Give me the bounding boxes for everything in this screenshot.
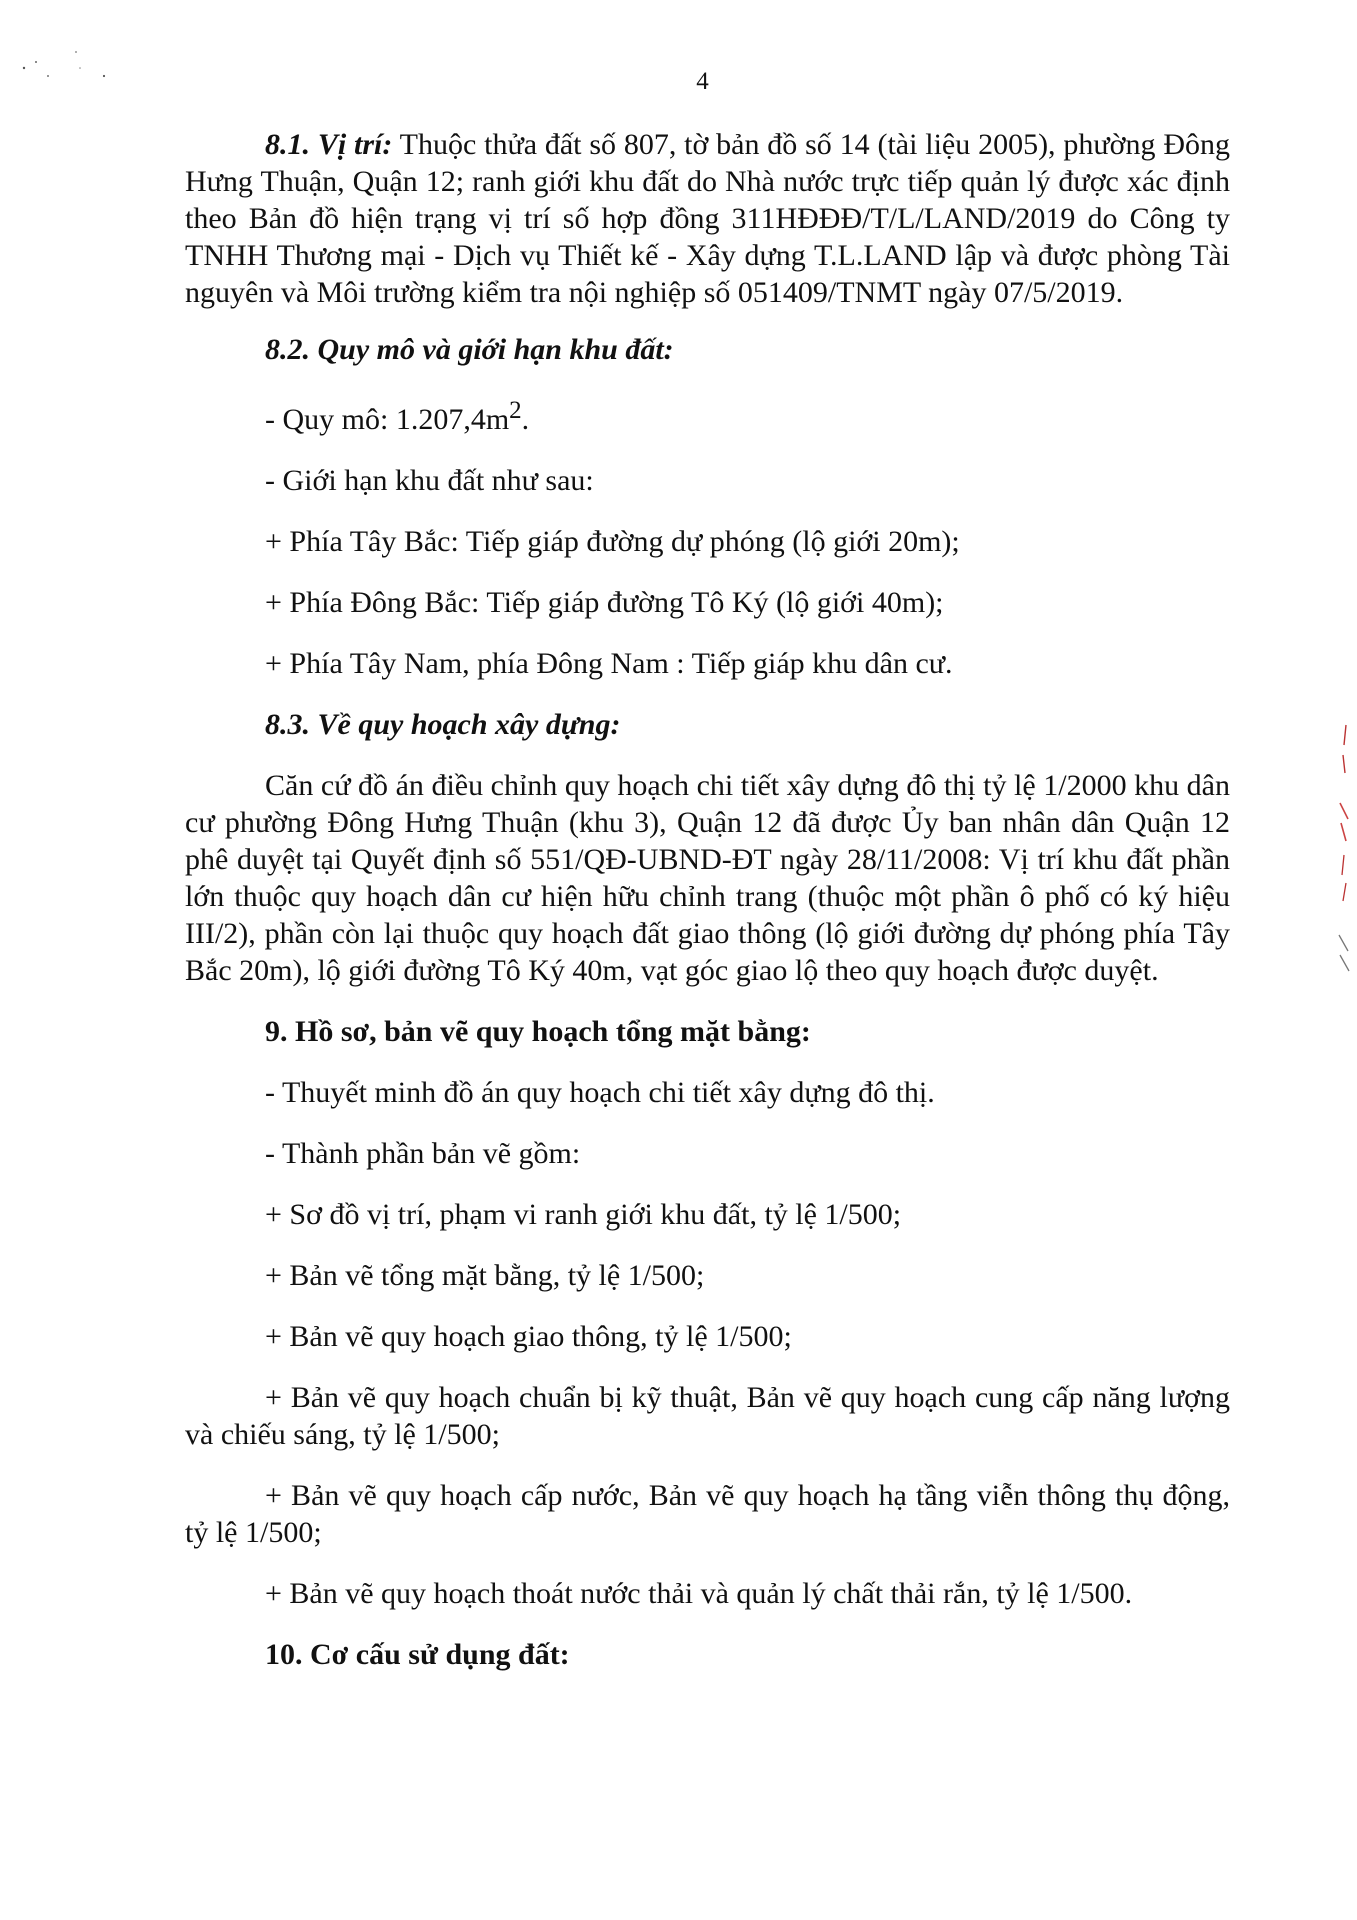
drawing-item: + Bản vẽ quy hoạch chuẩn bị kỹ thuật, Bản vẽ quy hoạch cung cấp năng lượng và chiếu sáng, tỷ lệ 1/500;	[185, 1381, 1230, 1451]
drawing-item: + Bản vẽ quy hoạch giao thông, tỷ lệ 1/500;	[265, 1320, 792, 1353]
section-8-2-heading: 8.2. Quy mô và giới hạn khu đất:	[265, 333, 674, 366]
edge-scan-marks	[1334, 715, 1354, 975]
scale-line	[185, 392, 1230, 438]
scale-superscript: 2	[509, 397, 522, 424]
section-8-3-heading: 8.3. Về quy hoạch xây dựng:	[265, 708, 621, 741]
section-9-heading: 9. Hồ sơ, bản vẽ quy hoạch tổng mặt bằng:	[265, 1015, 811, 1048]
drawings-intro: - Thành phần bản vẽ gồm:	[265, 1137, 581, 1170]
page-number: 4	[696, 68, 709, 95]
drawing-item: + Bản vẽ quy hoạch cấp nước, Bản vẽ quy hoạch hạ tầng viễn thông thụ động, tỷ lệ 1/500;	[185, 1479, 1230, 1549]
drawing-item: + Bản vẽ quy hoạch thoát nước thải và quản lý chất thải rắn, tỷ lệ 1/500.	[265, 1577, 1133, 1610]
section-8-1-text: Thuộc thửa đất số 807, tờ bản đồ số 14 (tài liệu 2005), phường Đông Hưng Thuận, Quận 12; ranh giới khu đất do Nhà nước trực tiếp quản lý được xác định theo Bản đồ hiện trạng vị trí số hợp đồng 311HĐĐĐ/T/L/LAND/2019 do Công ty TNHH Thương mại - Dịch vụ Thiết kế - Xây dựng T.L.LAND lập và được phòng Tài nguyên và Môi trường kiểm tra nội nghiệp số 051409/TNMT ngày 07/5/2019.	[185, 128, 1231, 309]
section-8-1-heading: 8.1. Vị trí:	[265, 128, 393, 161]
section-10-heading: 10. Cơ cấu sử dụng đất:	[265, 1638, 570, 1671]
document-body	[185, 126, 1230, 1673]
section-8-1	[185, 126, 1230, 311]
drawing-item: + Bản vẽ tổng mặt bằng, tỷ lệ 1/500;	[265, 1259, 705, 1292]
limits-intro: - Giới hạn khu đất như sau:	[265, 464, 594, 497]
drawing-item: + Sơ đồ vị trí, phạm vi ranh giới khu đất, tỷ lệ 1/500;	[265, 1198, 902, 1231]
limit-item: + Phía Tây Bắc: Tiếp giáp đường dự phóng (lộ giới 20m);	[265, 525, 960, 558]
limit-item: + Phía Đông Bắc: Tiếp giáp đường Tô Ký (lộ giới 40m);	[265, 586, 944, 619]
explanation-line: - Thuyết minh đồ án quy hoạch chi tiết xây dựng đô thị.	[265, 1076, 935, 1109]
section-8-3-text: Căn cứ đồ án điều chỉnh quy hoạch chi tiết xây dựng đô thị tỷ lệ 1/2000 khu dân cư phường Đông Hưng Thuận (khu 3), Quận 12 đã được Ủy ban nhân dân Quận 12 phê duyệt tại Quyết định số 551/QĐ-UBND-ĐT ngày 28/11/2008: Vị trí khu đất phần lớn thuộc quy hoạch dân cư hiện hữu chỉnh trang (thuộc một phần ô phố có ký hiệu III/2), phần còn lại thuộc quy hoạch đất giao thông (lộ giới đường dự phóng phía Tây Bắc 20m), lộ giới đường Tô Ký 40m, vạt góc giao lộ theo quy hoạch được duyệt.	[185, 769, 1230, 987]
scale-text: - Quy mô: 1.207,4m	[265, 403, 510, 436]
limit-item: + Phía Tây Nam, phía Đông Nam : Tiếp giáp khu dân cư.	[265, 647, 953, 680]
scale-suffix: .	[521, 403, 530, 436]
